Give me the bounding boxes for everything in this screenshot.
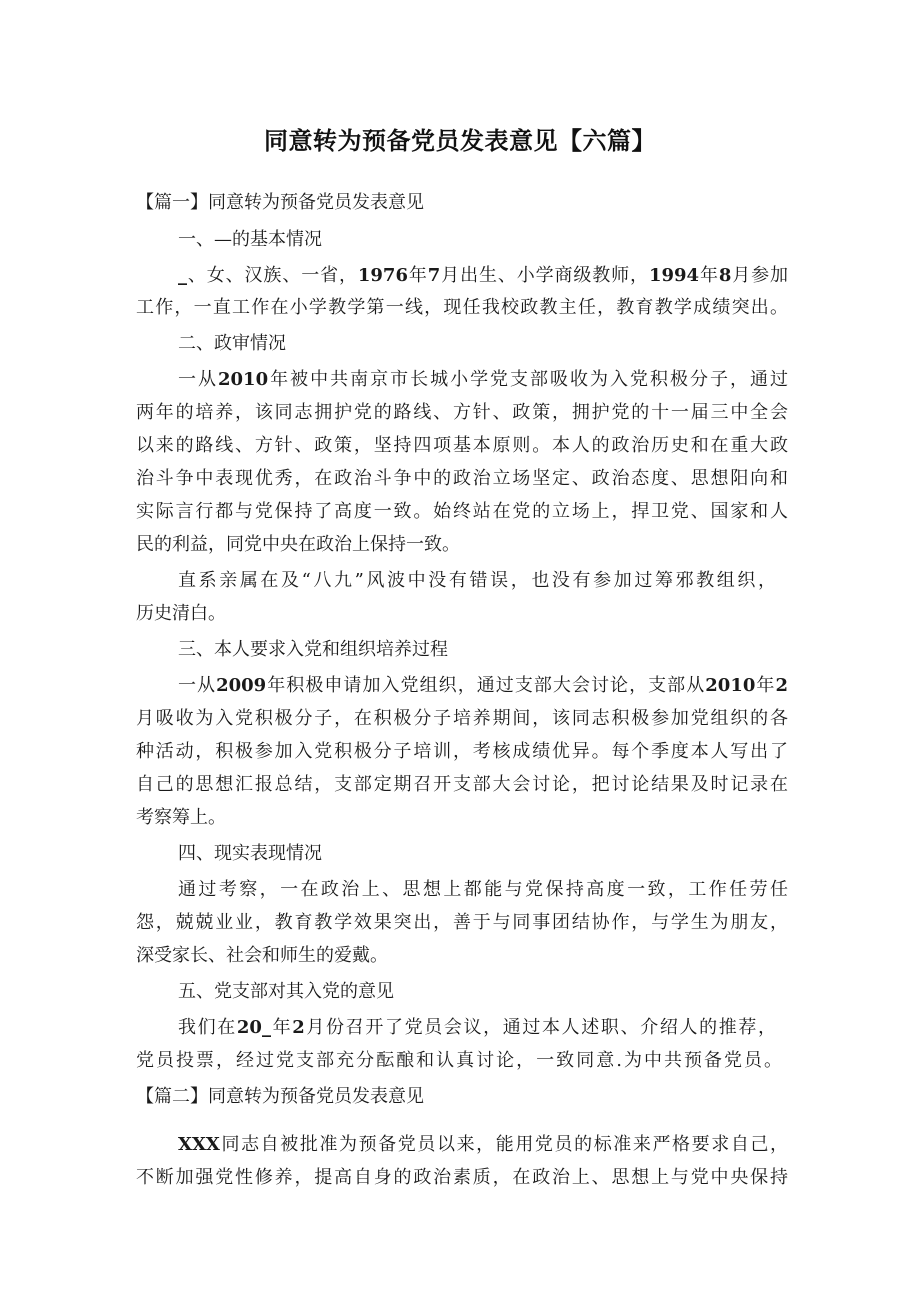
paragraph-line: 两年的培养，该同志拥护党的路线、方针、政策，拥护党的十一届三中全会 xyxy=(136,402,788,423)
subheading: 二、政审情况 xyxy=(178,333,286,354)
paragraph-line: 不断加强党性修养，提高自身的政治素质，在政治上、思想上与党中央保持 xyxy=(136,1167,788,1188)
paragraph-line: 怨，兢兢业业，教育教学效果突出，善于与同事团结协作，与学生为朋友， xyxy=(136,912,788,933)
paragraph-line: 深受家长、社会和师生的爱戴。 xyxy=(136,945,388,966)
paragraph-line: 通过考察，一在政治上、思想上都能与党保持高度一致，工作任劳任 xyxy=(178,879,788,900)
paragraph-line: 民的利益，同党中央在政治上保持一致。 xyxy=(136,534,460,555)
paragraph-line: 以来的路线、方针、政策，坚持四项基本原则。本人的政治历史和在重大政 xyxy=(136,435,788,456)
paragraph-line: 月吸收为入党积极分子，在积极分子培养期间，该同志积极参加党组织的各 xyxy=(136,708,788,729)
paragraph-line: XXX同志自被批准为预备党员以来，能用党员的标准来严格要求自己， xyxy=(178,1134,788,1155)
paragraph-line: 种活动，积极参加入党积极分子培训，考核成绩优异。每个季度本人写出了 xyxy=(136,741,788,762)
document-title: 同意转为预备党员发表意见【六篇】 xyxy=(264,127,656,155)
paragraph-line: 党员投票，经过党支部充分酝酿和认真讨论，一致同意.为中共预备党员。 xyxy=(136,1050,782,1071)
paragraph-line: 实际言行都与党保持了高度一致。始终站在党的立场上，捍卫党、国家和人 xyxy=(136,501,788,522)
paragraph-line: 一从2010年被中共南京市长城小学党支部吸收为入党积极分子，通过 xyxy=(178,369,789,390)
paragraph-line: 工作，一直工作在小学教学第一线，现任我校政教主任，教育教学成绩突出。 xyxy=(136,297,788,318)
paragraph-line: 自己的思想汇报总结，支部定期召开支部大会讨论，把讨论结果及时记录在 xyxy=(136,774,788,795)
paragraph-line: 直系亲属在及“八九”风波中没有错误，也没有参加过筹邪教组织， xyxy=(178,570,776,591)
paragraph-line: _、女、汉族、一省，1976年7月出生、小学商级教师，1994年8月参加 xyxy=(178,265,789,286)
subheading: 四、现实表现情况 xyxy=(178,843,322,864)
section-heading: 【篇二】同意转为预备党员发表意见 xyxy=(136,1086,424,1107)
section-heading: 【篇一】同意转为预备党员发表意见 xyxy=(136,192,424,213)
subheading: 一、—的基本情况 xyxy=(178,229,322,250)
paragraph-line: 历史清白。 xyxy=(136,603,226,624)
subheading: 三、本人要求入党和组织培养过程 xyxy=(178,639,448,660)
paragraph-line: 一从2009年积极申请加入党组织，通过支部大会讨论，支部从2010年2 xyxy=(178,675,789,696)
subheading: 五、党支部对其入党的意见 xyxy=(178,981,394,1002)
paragraph-line: 考察筹上。 xyxy=(136,807,226,828)
paragraph-line: 我们在20_年2月份召开了党员会议，通过本人述职、介绍人的推荐， xyxy=(178,1017,777,1038)
paragraph-line: 治斗争中表现优秀，在政治斗争中的政治立场坚定、政治态度、思想阳向和 xyxy=(136,468,788,489)
